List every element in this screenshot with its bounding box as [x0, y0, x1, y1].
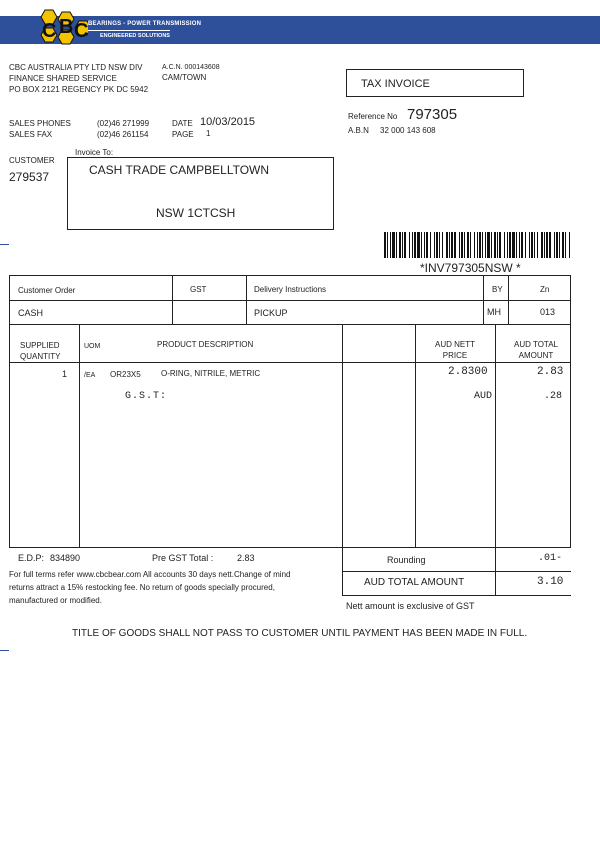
item-qty: 1: [62, 369, 68, 379]
uom-header: UOM: [84, 343, 101, 350]
barcode-bar: [509, 232, 511, 258]
barcode-bar: [477, 232, 478, 258]
company-dept: FINANCE SHARED SERVICE: [9, 74, 117, 83]
by-value: MH: [487, 307, 501, 317]
reference-number: 797305: [407, 106, 458, 123]
customer-number: 279537: [9, 170, 50, 184]
edp-value: 834890: [50, 553, 81, 563]
branch-name: CAM/TOWN: [162, 73, 207, 82]
barcode-bar: [409, 232, 410, 258]
tagline-rule: [88, 30, 170, 31]
abn-label: A.B.N: [348, 126, 369, 135]
order-table-bottom: [9, 324, 571, 325]
order-table-top: [9, 275, 571, 276]
date-label: DATE: [172, 119, 193, 128]
items-col-divider-desc: [342, 324, 343, 547]
barcode-bar: [464, 232, 465, 258]
barcode-bar: [424, 232, 425, 258]
terms-line-2: returns attract a 15% restocking fee. No return of goods specially procured,: [9, 583, 275, 592]
items-bottom-rule: [9, 547, 571, 548]
barcode-bar: [474, 232, 475, 258]
barcode-bar: [499, 232, 501, 258]
barcode-bar: [459, 232, 460, 258]
barcode-bar: [442, 232, 443, 258]
barcode-bar: [434, 232, 435, 258]
customer-address-line: NSW 1CTCSH: [156, 206, 236, 220]
tagline-primary: BEARINGS - POWER TRANSMISSION: [88, 21, 202, 27]
terms-line-1: For full terms refer www.cbcbear.com All accounts 30 days nett.Change of mind: [9, 570, 291, 579]
sales-phones: (02)46 271999: [97, 119, 150, 128]
order-col-divider-2: [246, 275, 247, 324]
item-amount: 2.83: [537, 366, 564, 378]
barcode-bar: [521, 232, 523, 258]
barcode-bar: [454, 232, 456, 258]
barcode-bar: [491, 232, 492, 258]
barcode-bar: [439, 232, 440, 258]
totals-bottom-rule: [342, 595, 571, 596]
item-price: 2.8300: [448, 366, 488, 378]
barcode-text: *INV797305NSW *: [420, 261, 521, 275]
company-acn: A.C.N. 000143608: [162, 64, 220, 71]
barcode-bar: [559, 232, 560, 258]
logo-letter-1: C: [42, 20, 57, 42]
table-left-edge: [9, 275, 10, 548]
barcode-bar: [446, 232, 448, 258]
sales-fax-label: SALES FAX: [9, 130, 53, 139]
barcode-bar: [565, 232, 566, 258]
barcode-bar: [531, 232, 533, 258]
barcode-bar: [525, 232, 526, 258]
reference-label: Reference No: [348, 112, 398, 121]
invoice-to-label: Invoice To:: [75, 148, 114, 157]
zn-label: Zn: [540, 285, 550, 294]
gst-label: GST: [190, 285, 207, 294]
barcode-bar: [396, 232, 397, 258]
barcode-bar: [467, 232, 469, 258]
barcode: [384, 232, 571, 258]
totals-mid-rule: [342, 571, 571, 572]
order-col-divider-4: [508, 275, 509, 324]
items-col-divider-qty: [79, 324, 80, 547]
barcode-bar: [537, 232, 538, 258]
barcode-bar: [519, 232, 520, 258]
barcode-bar: [562, 232, 564, 258]
barcode-bar: [461, 232, 463, 258]
supplied-qty-header: SUPPLIED QUANTITY: [20, 341, 61, 361]
barcode-bar: [412, 232, 413, 258]
margin-mark-lower: [0, 650, 9, 651]
barcode-bar: [479, 232, 481, 258]
item-uom: /EA: [84, 372, 96, 379]
delivery-label: Delivery Instructions: [254, 285, 327, 294]
tax-invoice-box: [346, 69, 524, 97]
invoice-to-box: [67, 157, 334, 230]
barcode-bar: [497, 232, 498, 258]
rounding-label: Rounding: [387, 555, 426, 565]
barcode-bar: [426, 232, 428, 258]
company-address: PO BOX 2121 REGENCY PK DC 5942: [9, 85, 149, 94]
barcode-bar: [556, 232, 558, 258]
barcode-bar: [451, 232, 453, 258]
items-col-divider-price: [495, 324, 496, 547]
order-col-divider-3: [483, 275, 484, 324]
barcode-bar: [390, 232, 391, 258]
company-name: CBC AUSTRALIA PTY LTD NSW DIV: [9, 63, 143, 72]
barcode-bar: [430, 232, 431, 258]
customer-order-label: Customer Order: [18, 286, 76, 295]
barcode-bar: [404, 232, 406, 258]
barcode-bar: [414, 232, 416, 258]
abn-value: 32 000 143 608: [380, 126, 436, 135]
pre-gst-value: 2.83: [237, 553, 255, 563]
barcode-bar: [549, 232, 551, 258]
barcode-bar: [470, 232, 471, 258]
zn-value: 013: [540, 307, 556, 317]
barcode-bar: [487, 232, 490, 258]
barcode-bar: [534, 232, 535, 258]
logo-letter-3: C: [74, 20, 89, 42]
barcode-bar: [402, 232, 403, 258]
barcode-bar: [546, 232, 548, 258]
barcode-bar: [529, 232, 530, 258]
table-right-edge: [570, 275, 571, 548]
sales-phones-label: SALES PHONES: [9, 119, 71, 128]
barcode-bar: [449, 232, 450, 258]
pre-gst-label: Pre GST Total :: [152, 553, 214, 563]
title-of-goods-notice: TITLE OF GOODS SHALL NOT PASS TO CUSTOMER UNTIL PAYMENT HAS BEEN MADE IN FULL.: [72, 628, 528, 639]
barcode-bar: [421, 232, 422, 258]
gst-line-currency: AUD: [474, 391, 493, 402]
by-label: BY: [492, 285, 503, 294]
total-value: 3.10: [537, 576, 564, 588]
tagline-secondary: ENGINEERED SOLUTIONS: [100, 33, 170, 39]
document-title: TAX INVOICE: [361, 78, 430, 90]
total-amount-header: AUD TOTAL AMOUNT: [513, 340, 558, 360]
barcode-bar: [544, 232, 545, 258]
barcode-bar: [554, 232, 555, 258]
product-description-header: PRODUCT DESCRIPTION: [157, 340, 254, 349]
item-code: OR23X5: [110, 370, 141, 379]
edp-label: E.D.P:: [18, 553, 45, 563]
gst-line-amount: .28: [544, 391, 563, 402]
barcode-bar: [494, 232, 496, 258]
barcode-bar: [436, 232, 438, 258]
barcode-bar: [516, 232, 517, 258]
item-description: O-RING, NITRILE, METRIC: [161, 369, 261, 378]
barcode-bar: [541, 232, 543, 258]
nett-price-header: AUD NETT PRICE: [435, 340, 475, 360]
items-header-rule: [9, 362, 571, 363]
page-label: PAGE: [172, 130, 194, 139]
gst-line-label: G.S.T:: [125, 391, 168, 402]
order-table-mid: [9, 300, 571, 301]
barcode-bar: [417, 232, 420, 258]
page-number: 1: [206, 129, 211, 138]
customer-label: CUSTOMER: [9, 156, 55, 165]
barcode-bar: [569, 232, 570, 258]
margin-mark-upper: [0, 244, 9, 245]
logo-letter-2: B: [59, 16, 74, 38]
barcode-bar: [399, 232, 401, 258]
items-col-divider-mid: [415, 324, 416, 547]
delivery-value: PICKUP: [254, 308, 288, 318]
barcode-bar: [482, 232, 483, 258]
barcode-bar: [392, 232, 395, 258]
barcode-bar: [384, 232, 386, 258]
logo-letters: [40, 10, 92, 50]
invoice-date: 10/03/2015: [200, 116, 256, 128]
sales-fax: (02)46 261154: [97, 130, 149, 139]
rounding-value: .01-: [538, 553, 563, 564]
barcode-bar: [512, 232, 515, 258]
customer-name: CASH TRADE CAMPBELLTOWN: [89, 163, 270, 177]
total-label: AUD TOTAL AMOUNT: [364, 577, 465, 588]
order-col-divider-1: [172, 275, 173, 324]
barcode-bar: [504, 232, 505, 258]
barcode-bar: [485, 232, 486, 258]
barcode-bar: [387, 232, 388, 258]
terms-line-3: manufactured or modified.: [9, 596, 102, 605]
barcode-bar: [507, 232, 508, 258]
nett-note: Nett amount is exclusive of GST: [346, 601, 475, 611]
customer-order-value: CASH: [18, 308, 44, 318]
